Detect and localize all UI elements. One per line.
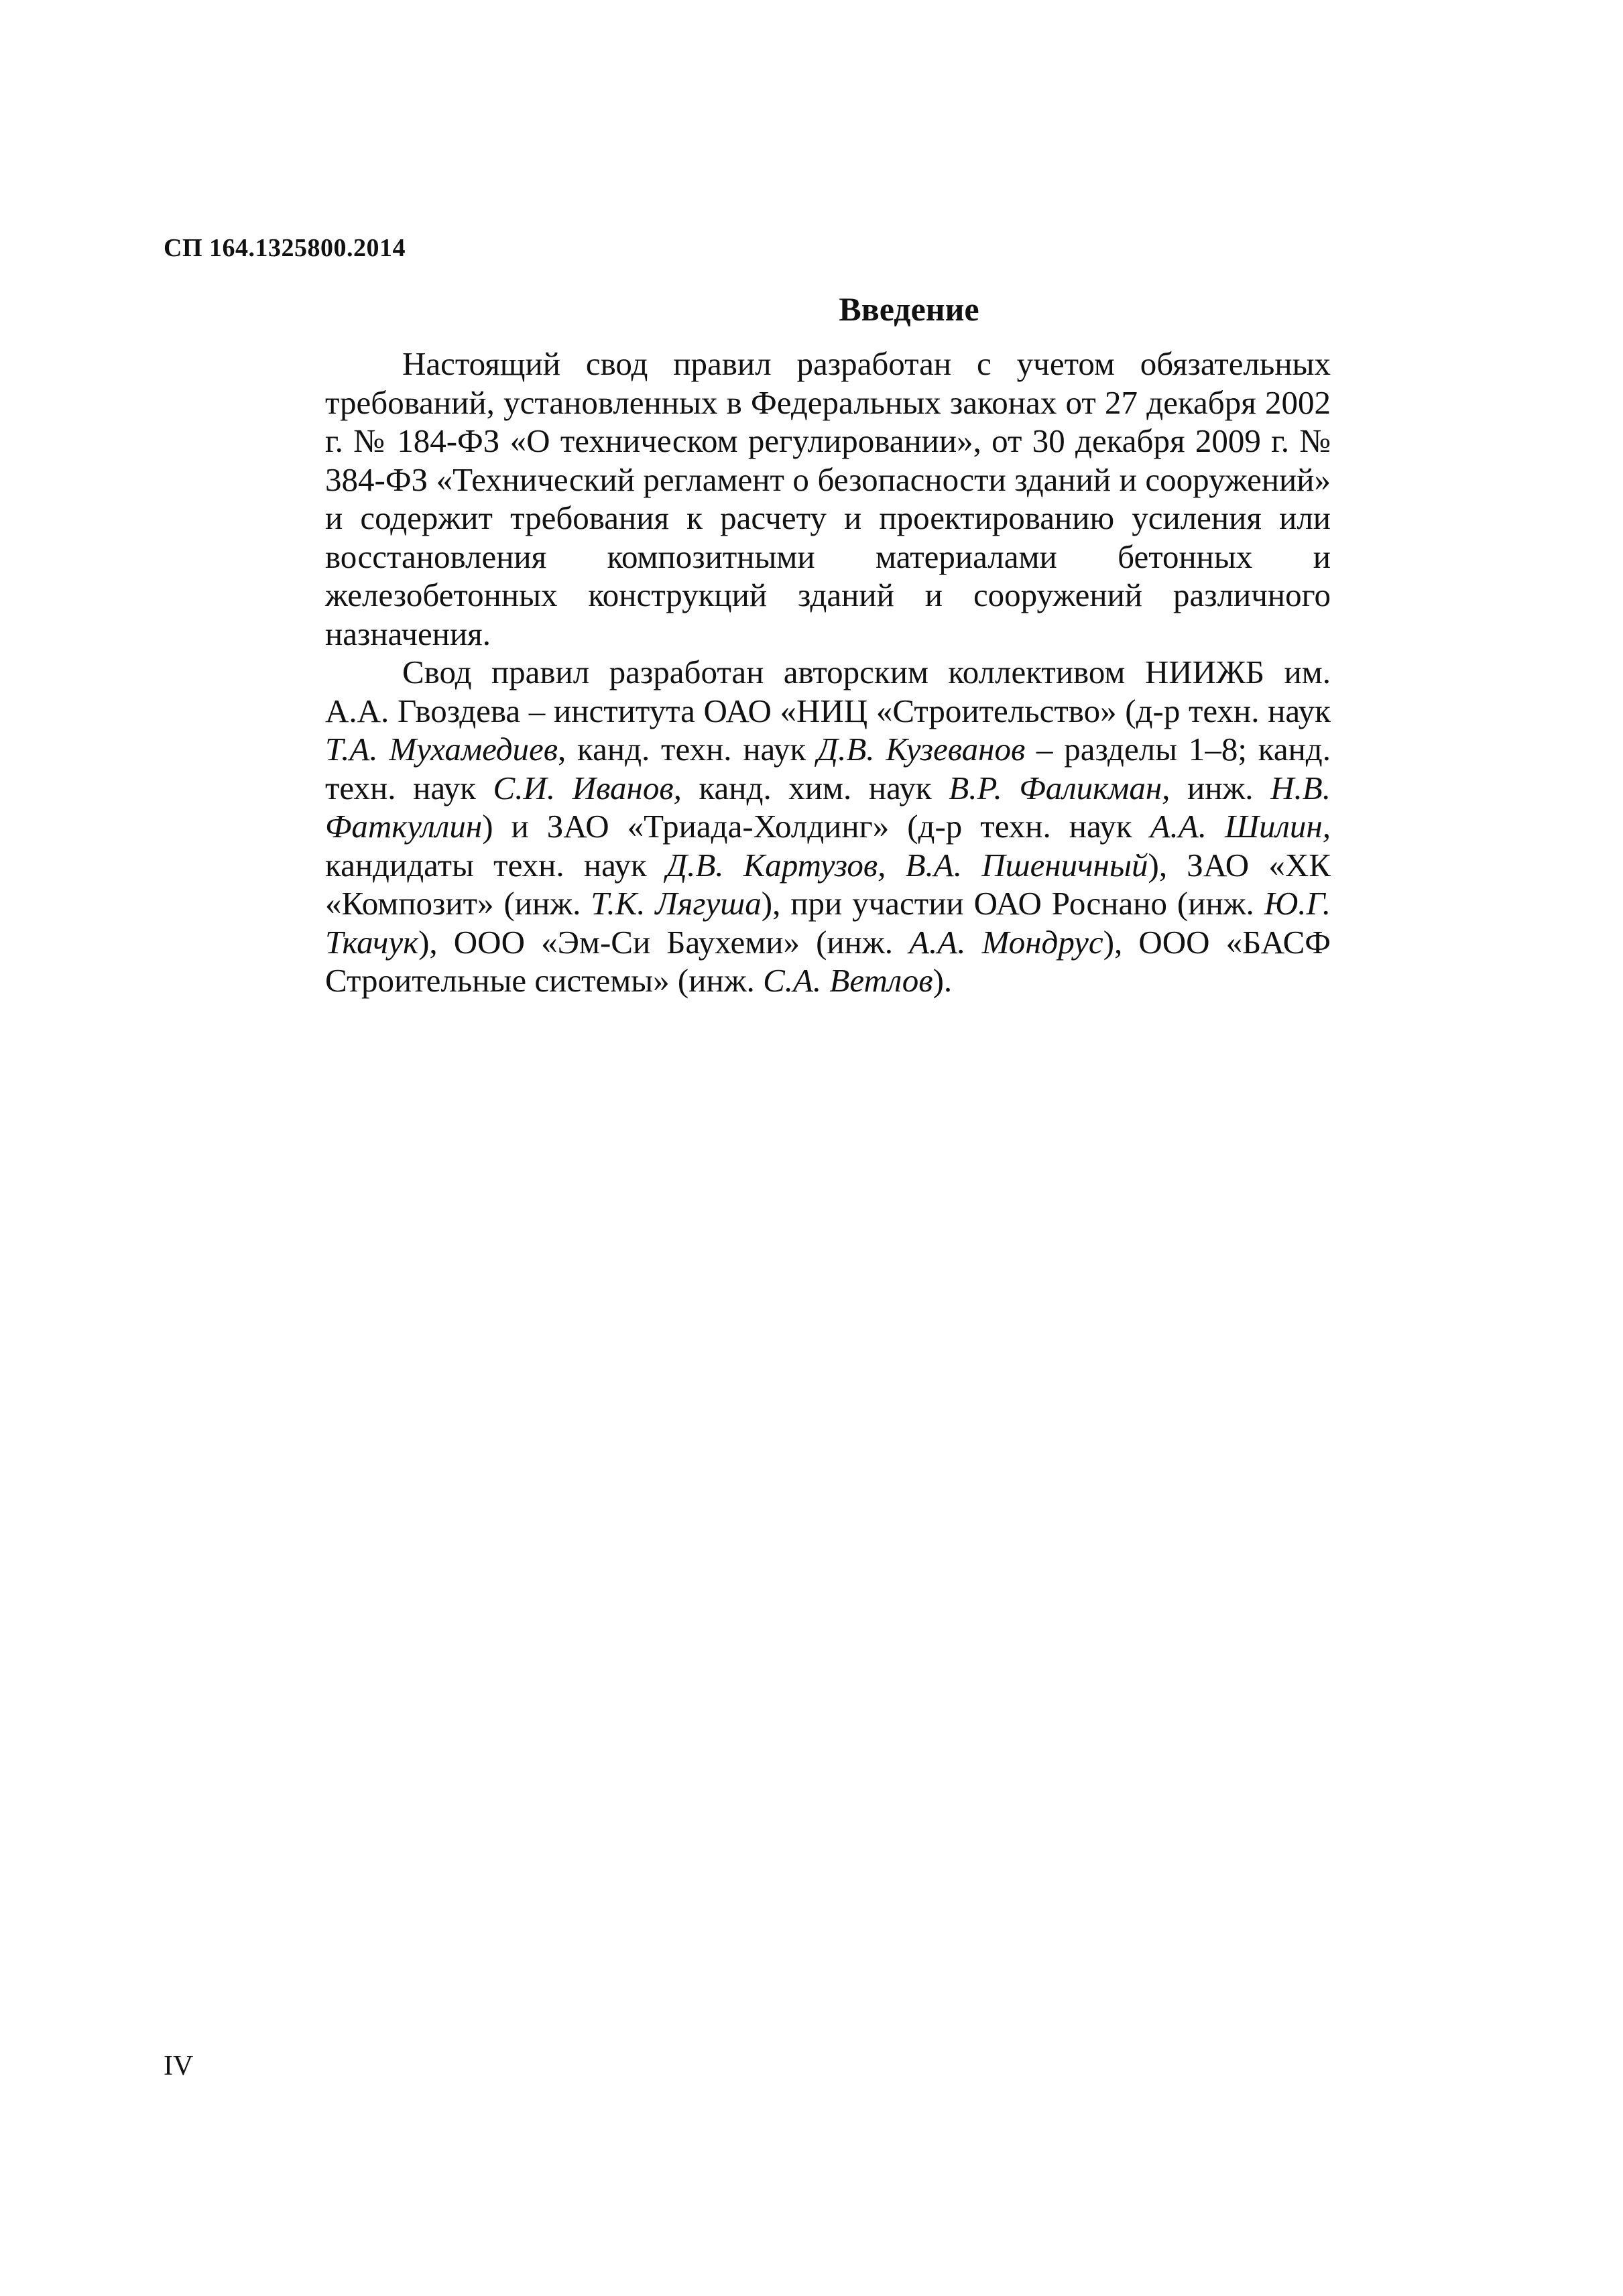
author-name: Д.В. Картузов, В.А. Пшеничный (666, 846, 1148, 884)
text-span: Свод правил разработан авторским коллективом НИИЖБ им. А.А. Гвоздева – института ОАО «НИЦ «Строительство» (д-р техн. наук (325, 654, 1331, 729)
author-name: Т.А. Мухамедиев (325, 731, 558, 768)
section-title: Введение (839, 290, 979, 328)
text-span: – разделы 1–8; канд. техн. наук (325, 731, 1331, 806)
text-span: ) и ЗАО «Триада-Холдинг» (д-р техн. наук (482, 808, 1150, 845)
page-number: IV (164, 2051, 194, 2081)
author-name: Н.В. Фаткуллин (325, 769, 1331, 845)
text-span: ), ЗАО «ХК «Композит» (инж. (325, 846, 1331, 922)
text-span: ), при участии ОАО Роснано (инж. (761, 885, 1264, 922)
text-span: канд. хим. наук (681, 769, 949, 806)
text-span: ), ООО «БАСФ Строительные системы» (инж. (325, 923, 1331, 999)
author-name: А.А. Мондрус (909, 923, 1103, 961)
author-name: С.И. Иванов, (493, 769, 682, 806)
text-span: , канд. техн. наук (558, 731, 817, 768)
author-name: Т.К. Лягуша (591, 885, 762, 922)
author-name: Д.В. Кузеванов (817, 731, 1026, 768)
author-name: С.А. Ветлов (763, 962, 933, 999)
document-code: СП 164.1325800.2014 (164, 234, 406, 262)
introduction-body (325, 345, 1331, 1000)
text-span: инж. (1170, 769, 1271, 806)
author-name: А.А. Шилин, (1150, 808, 1331, 845)
author-name: Ю.Г. Ткачук (325, 885, 1331, 961)
paragraph-authors (325, 653, 1331, 1000)
text-span: кандидаты техн. наук (325, 846, 666, 884)
author-name: В.Р. Фаликман, (949, 769, 1170, 806)
text-span: ), ООО «Эм-Си Баухеми» (инж. (418, 923, 910, 961)
paragraph-standard-basis: Настоящий свод правил разработан с учетом обязательных требований, установленных в Федеральных законах от 27 декабря 2002 г. № 184-ФЗ «О техническом регулировании», от 30 декабря 2009 г. № 384-ФЗ «Технический регламент о безопасности зданий и сооружений» и содержит требования к расчету и проектированию усиления или восстановления композитными материалами бетонных и железобетонных конструкций зданий и сооружений различного назначения. (325, 345, 1331, 652)
text-span: ). (933, 962, 953, 999)
